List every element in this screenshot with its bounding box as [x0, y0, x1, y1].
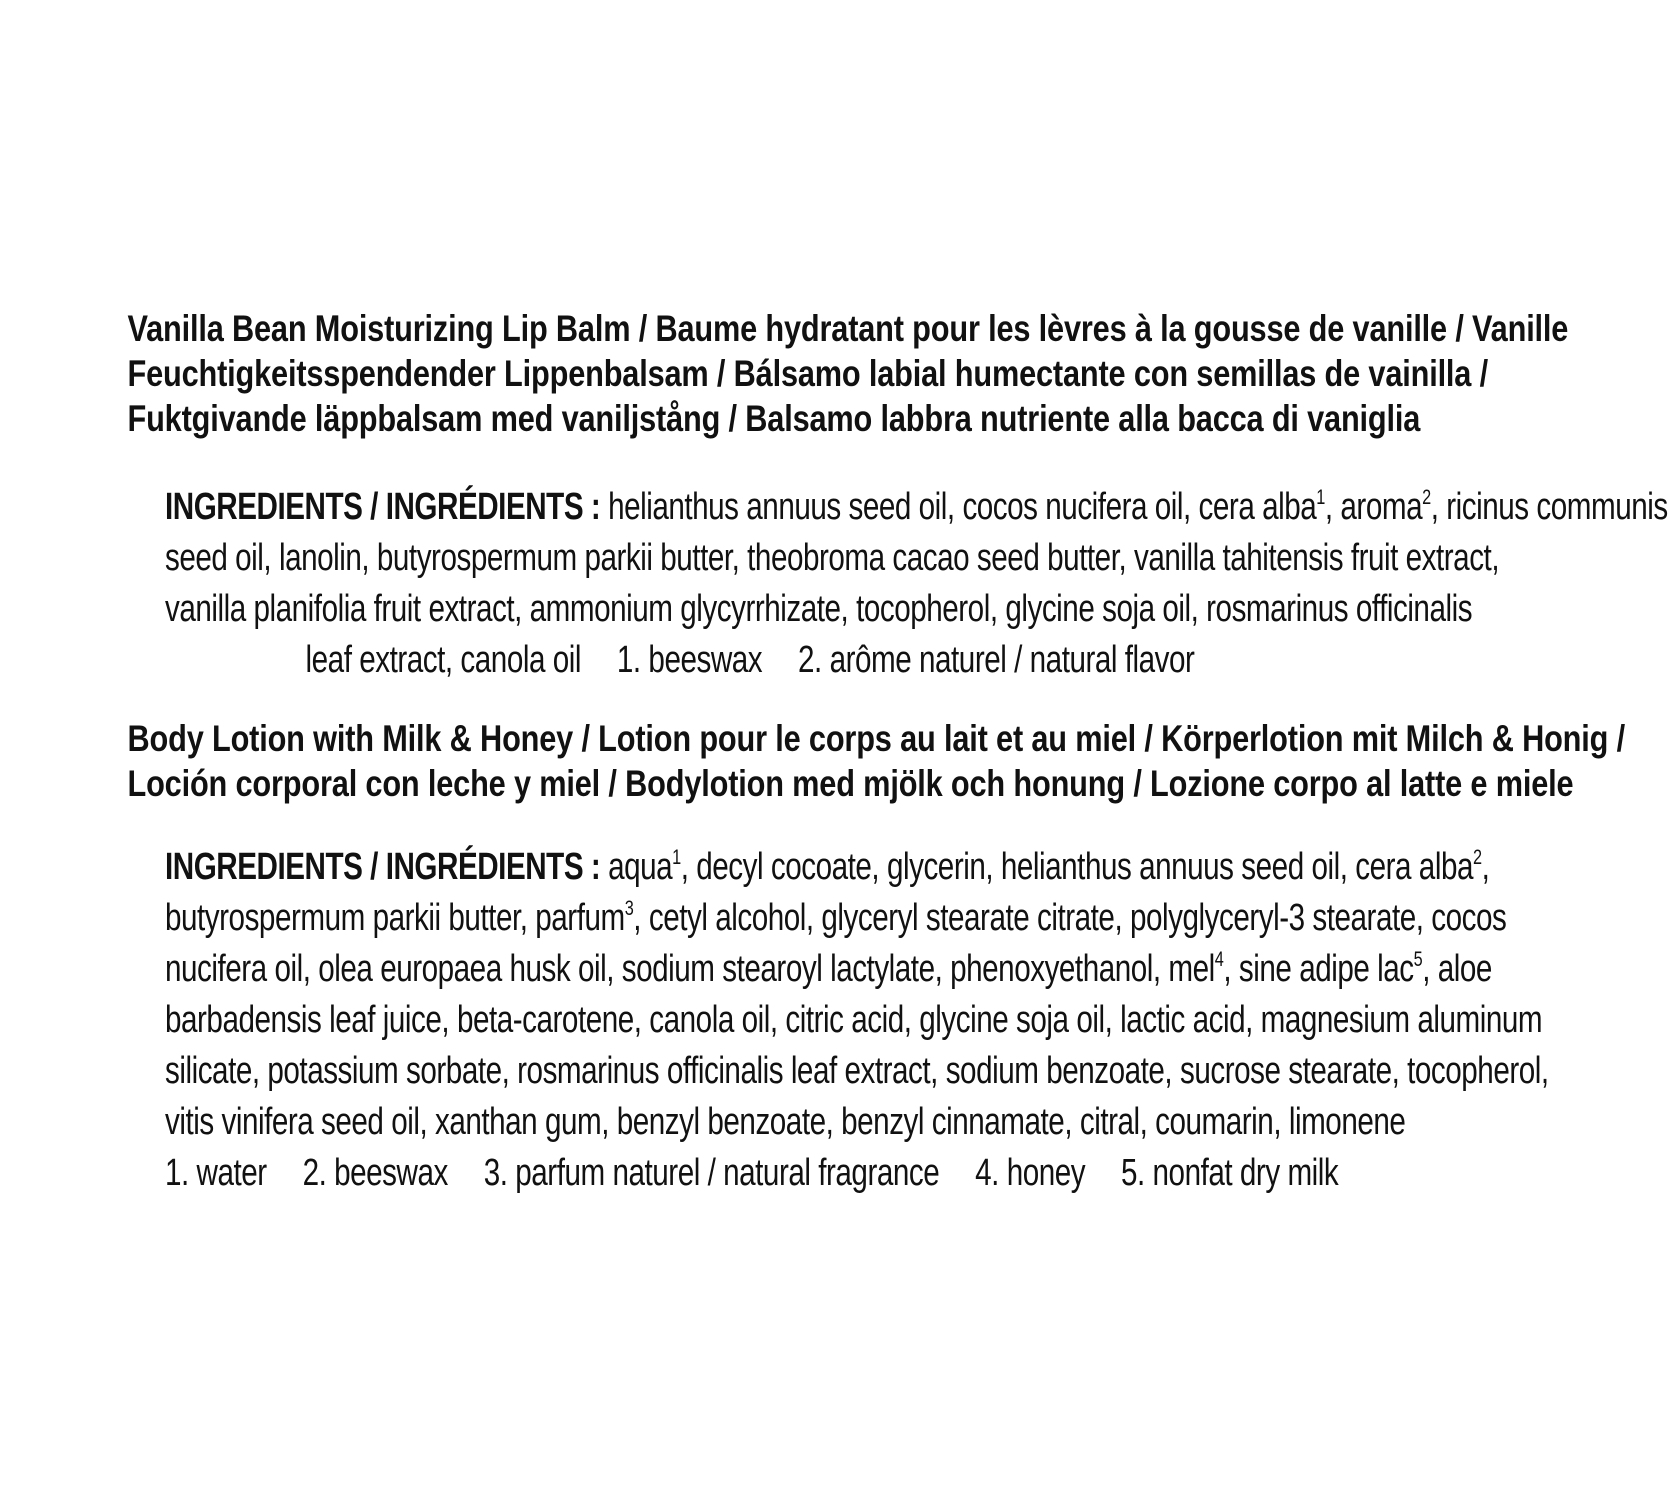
- lip-balm-title-line: Vanilla Bean Moisturizing Lip Balm / Baume hydratant pour les lèvres à la gousse de vanille / Vanille: [127, 308, 1569, 349]
- ingredient-text: , cetyl alcohol, glyceryl stearate citrate, polyglyceryl-3 stearate, cocos: [633, 897, 1507, 939]
- ingredient-text: aqua: [600, 846, 673, 888]
- footnote: 1. beeswax: [616, 639, 763, 681]
- body-lotion-title-line: Body Lotion with Milk & Honey / Lotion pour le corps au lait et au miel / Körperlotion mit Milch & Honig /: [127, 718, 1625, 759]
- footnote: 5. nonfat dry milk: [1120, 1152, 1339, 1194]
- body-lotion-ingredients-line: barbadensis leaf juice, beta-carotene, canola oil, citric acid, glycine soja oil, lactic acid, magnesium aluminum: [165, 999, 1543, 1041]
- ingredient-text: , aroma: [1324, 486, 1423, 528]
- footnote-marker: 4: [1214, 947, 1224, 971]
- ingredient-text: ,: [1481, 846, 1490, 888]
- lip-balm-ingredients-line: seed oil, lanolin, butyrospermum parkii butter, theobroma cacao seed butter, vanilla tahitensis fruit extract,: [165, 537, 1500, 579]
- lip-balm-title-line: Fuktgivande läppbalsam med vaniljstång / Balsamo labbra nutriente alla bacca di vaniglia: [127, 398, 1421, 439]
- body-lotion-footnotes-line: [165, 1148, 1339, 1199]
- ingredients-label: INGREDIENTS / INGRÉDIENTS :: [165, 486, 601, 528]
- lip-balm-ingredients-line: [165, 635, 1335, 686]
- footnote: 3. parfum naturel / natural fragrance: [483, 1152, 940, 1194]
- ingredient-text: nucifera oil, olea europaea husk oil, sodium stearoyl lactylate, phenoxyethanol, mel: [165, 948, 1215, 990]
- body-lotion-ingredients: [0, 842, 1549, 1199]
- body-lotion-ingredients-line: [165, 893, 1507, 944]
- ingredient-text: , ricinus communis: [1430, 486, 1668, 528]
- footnote: 2. arôme naturel / natural flavor: [798, 639, 1195, 681]
- ingredient-text: , decyl cocoate, glycerin, helianthus annuus seed oil, cera alba: [680, 846, 1473, 888]
- ingredient-text: butyrospermum parkii butter, parfum: [165, 897, 625, 939]
- ingredient-text: , aloe: [1422, 948, 1492, 990]
- ingredient-text: leaf extract, canola oil: [305, 639, 581, 681]
- footnote-marker: 2: [1472, 845, 1482, 869]
- lip-balm-ingredients: [0, 482, 1668, 686]
- footnote: 1. water: [165, 1152, 267, 1194]
- ingredient-text: helianthus annuus seed oil, cocos nucifera oil, cera alba: [600, 486, 1317, 528]
- ingredient-text: , sine adipe lac: [1223, 948, 1414, 990]
- lip-balm-ingredients-line: vanilla planifolia fruit extract, ammonium glycyrrhizate, tocopherol, glycine soja oil, rosmarinus officinalis: [165, 588, 1473, 630]
- lip-balm-ingredients-line: [165, 482, 1668, 533]
- lip-balm-title-line: Feuchtigkeitsspendender Lippenbalsam / Bálsamo labial humectante con semillas de vainilla /: [127, 353, 1488, 394]
- footnote-marker: 5: [1413, 947, 1423, 971]
- body-lotion-ingredients-line: [165, 944, 1492, 995]
- body-lotion-title-line: Loción corporal con leche y miel / Bodylotion med mjölk och honung / Lozione corpo al latte e miele: [127, 763, 1574, 804]
- ingredients-label: INGREDIENTS / INGRÉDIENTS :: [165, 846, 601, 888]
- footnote-marker: 2: [1422, 485, 1431, 509]
- body-lotion-ingredients-line: vitis vinifera seed oil, xanthan gum, benzyl benzoate, benzyl cinnamate, citral, coumarin, limonene: [165, 1101, 1406, 1143]
- footnote-marker: 1: [1316, 485, 1325, 509]
- footnote: 4. honey: [975, 1152, 1086, 1194]
- body-lotion-ingredients-line: [165, 842, 1490, 893]
- body-lotion-title: [0, 716, 1625, 806]
- footnote: 2. beeswax: [302, 1152, 448, 1194]
- footnote-marker: 1: [672, 845, 681, 869]
- body-lotion-ingredients-line: silicate, potassium sorbate, rosmarinus officinalis leaf extract, sodium benzoate, sucrose stearate, tocopherol,: [165, 1050, 1549, 1092]
- lip-balm-title: [0, 306, 1569, 441]
- footnote-marker: 3: [624, 896, 634, 920]
